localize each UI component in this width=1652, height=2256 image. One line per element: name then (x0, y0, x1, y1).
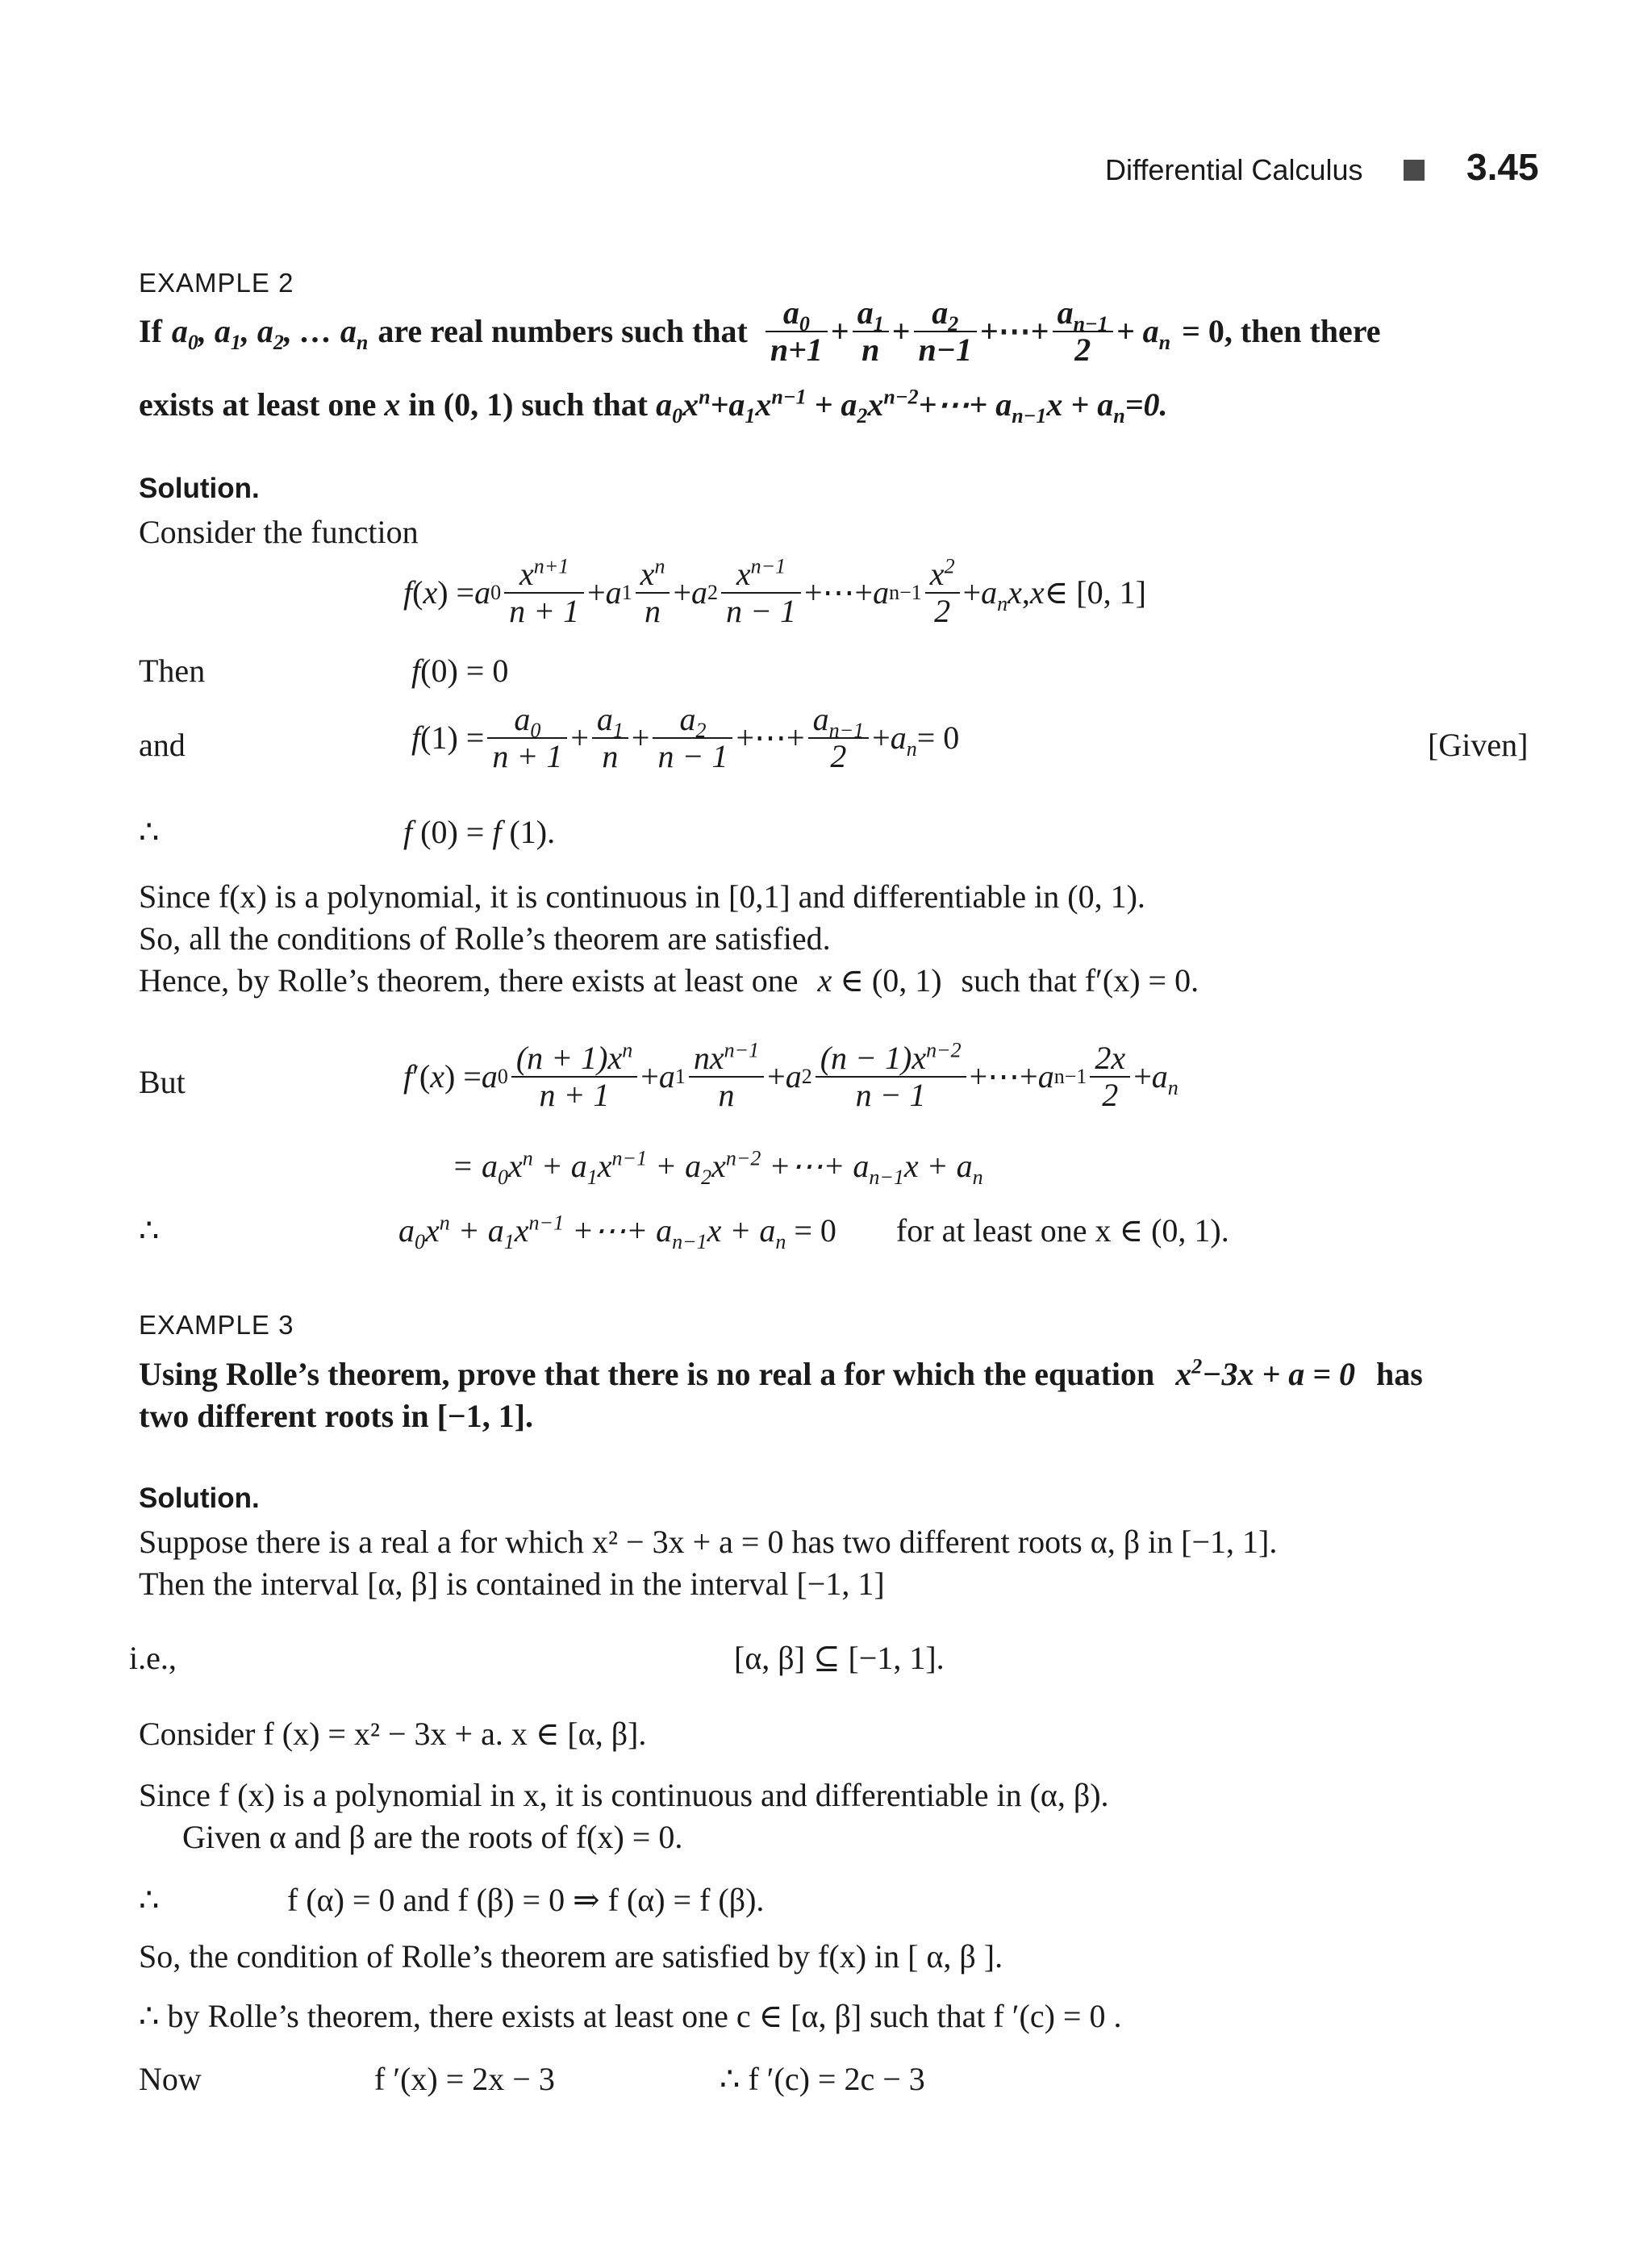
example-2-stem-line-1: If $a_0$, $a_1$, $a_2$, … $a_n$ are real numbers such that $\frac{a_0}{n+1}$ + $\frac{a_1}{n}$ + $\frac{a_2}{n-1}$ +⋯+ $\frac{a_{n-1}}{2}$ + $a_n$ = 0, then there (139, 294, 1381, 368)
consider-function-text: Consider the function (139, 514, 419, 550)
final-tail: for at least one x ∈ (0, 1). (895, 1212, 1229, 1249)
deriv-frac-2: $\frac{nx^{n-1}}{n}$ (689, 1040, 764, 1113)
running-title: Differential Calculus (1105, 153, 1363, 186)
para3-end: such that f′(x) = 0. (961, 962, 1199, 999)
therefore-symbol-2: ∴ (139, 1212, 160, 1249)
therefore-symbol-1: ∴ (139, 814, 160, 850)
example-2-stem-line-2: exists at least one x in (0, 1) such that $a_0x^n+a_1x^{n-1}$ + $a_2x^{n-2}+\cdots+ a_{n-1}x + a_n=0$. (139, 385, 1168, 427)
example-2-para-1: Since f(x) is a polynomial, it is continuous in [0,1] and differentiable in (0, 1). (139, 878, 1145, 915)
stem-frac-an1: $\frac{a_{n-1}}{2}$ (1053, 295, 1113, 368)
example-3-para-1: Suppose there is a real a for which x² − 3x + a = 0 has two different roots α, β in [−1, 1]. (139, 1524, 1278, 1560)
now-label: Now (139, 2061, 202, 2097)
example-2-para-2: So, all the conditions of Rolle’s theorem are satisfied. (139, 920, 831, 957)
example-3-para-2: Then the interval [α, β] is contained in the interval [−1, 1] (139, 1566, 885, 1602)
example-2-para-3: Hence, by Rolle’s theorem, there exists at least one x ∈ (0, 1) such that f′(x) = 0. (139, 962, 1199, 999)
given-tag: [Given] (1428, 727, 1529, 763)
example-3-para-4: Given α and β are the roots of f(x) = 0. (182, 1819, 683, 1855)
therefore-symbol-3: ∴ (139, 1882, 160, 1918)
derivative-simplified: = $a_0x^n + a_1x^{n-1} + a_2x^{n-2}$ +⋯+ $a_{n-1}x + a_n$ (452, 1146, 983, 1189)
example-3-consider: Consider f (x) = x² − 3x + a. x ∈ [α, β]. (139, 1716, 647, 1752)
example-2-solution-label: Solution. (139, 473, 260, 504)
stem-if: If (139, 313, 162, 349)
function-definition: f ( x ) = a 0 $\frac{x^{n+1}}{n + 1}$ + a 1 $\frac{x^n}{n}$ + a 2 $\frac{x^{n-1}}{n - 1}$ +⋯+ a n−1 $\frac{x^2}{2}$ + $a_nx$ , x ∈ [0, 1] (403, 554, 1146, 629)
deriv-frac-4: $\frac{2x}{2}$ (1090, 1040, 1130, 1113)
example-3-para-5: So, the condition of Rolle’s theorem are satisfied by f(x) in [ α, β ]. (139, 1938, 1003, 1975)
then-label: Then (139, 653, 206, 689)
now-expression-1: f ′(x) = 2x − 3 (374, 2061, 555, 2097)
header-square-icon (1404, 160, 1425, 181)
and-label: and (139, 727, 186, 763)
fdef-frac-1: $\frac{x^{n+1}}{n + 1}$ (504, 557, 584, 629)
example-3-therefore-line: f (α) = 0 and f (β) = 0 ⇒ f (α) = f (β). (287, 1882, 765, 1918)
now-expression-2: ∴ f ′(c) = 2c − 3 (720, 2061, 925, 2097)
example-3-label: EXAMPLE 3 (139, 1310, 294, 1340)
example-3-stem-line-1: Using Rolle’s theorem, prove that there is no real a for which the equation $x^2-3x + a = 0$ has (139, 1354, 1423, 1392)
but-label: But (139, 1064, 186, 1100)
ie-label: i.e., (129, 1640, 177, 1676)
para3-start: Hence, by Rolle’s theorem, there exists at least one (139, 962, 799, 999)
f-one: f (1) = $\frac{a_0}{n + 1}$ + $\frac{a_1}{n}$ + $\frac{a_2}{n - 1}$ +⋯+ $\frac{a_{n-1}}{2}$ + $a_n$ = 0 (411, 701, 960, 774)
stem-frac-a0: $\frac{a_0}{n+1}$ (766, 295, 828, 368)
page-number: 3.45 (1466, 146, 1539, 188)
ex3-stem-has: has (1376, 1356, 1423, 1392)
stem-frac-a1: $\frac{a_1}{n}$ (853, 295, 889, 368)
fone-frac-4: $\frac{a_{n-1}}{2}$ (808, 702, 870, 774)
stem-real-numbers-text: are real numbers such that (378, 313, 748, 349)
f0-equals-f1: f (0) = f (1). (403, 814, 556, 850)
derivative-expression: f ′( x ) = a 0 $\frac{(n + 1)x^n}{n + 1}$ + a 1 $\frac{nx^{n-1}}{n}$ + a 2 $\frac{(n - 1)x^{n-2}}{n - 1}$ +⋯+ a n−1 $\frac{2x}{2}$ + $a_n$ (403, 1038, 1179, 1113)
fone-frac-1: $\frac{a_0}{n + 1}$ (487, 702, 567, 774)
deriv-frac-1: $\frac{(n + 1)x^n}{n + 1}$ (511, 1040, 637, 1113)
example-3-para-3: Since f (x) is a polynomial in x, it is continuous and differentiable in (α, β). (139, 1777, 1109, 1813)
fone-frac-2: $\frac{a_1}{n}$ (592, 702, 628, 774)
stem-polynomial-equation: $a_0x^n+a_1x^{n-1}$ + $a_2x^{n-2}+\cdots+ a_{n-1}x + a_n=0$. (656, 385, 1168, 427)
stem-coefficients: $a_0$, $a_1$, $a_2$, … $a_n$ (171, 313, 369, 354)
fdef-frac-2: $\frac{x^n}{n}$ (636, 557, 670, 629)
fdef-frac-3: $\frac{x^{n-1}}{n - 1}$ (721, 557, 801, 629)
example-3-stem-line-2: two different roots in [−1, 1]. (139, 1398, 534, 1434)
stem-exists: exists at least one (139, 386, 377, 423)
stem-frac-a2: $\frac{a_2}{n-1}$ (914, 295, 977, 368)
deriv-frac-3: $\frac{(n - 1)x^{n-2}}{n - 1}$ (816, 1040, 966, 1113)
f-zero: f(0) = 0 (411, 653, 509, 689)
example-2-label: EXAMPLE 2 (139, 268, 294, 298)
example-3-solution-label: Solution. (139, 1482, 260, 1514)
fdef-frac-4: $\frac{x^2}{2}$ (925, 557, 960, 629)
final-conclusion: $a_0x^n + a_1x^{n-1}$ +⋯+ $a_{n-1}x + a_n = 0$ for at least one x ∈ (0, 1). (398, 1211, 1229, 1253)
ie-expression: [α, β] ⊆ [−1, 1]. (734, 1640, 945, 1676)
example-3-para-6: ∴ by Rolle’s theorem, there exists at least one c ∈ [α, β] such that f ′(c) = 0 . (139, 1998, 1122, 2034)
stem-such-that: in (0, 1) such that (408, 386, 649, 423)
ex3-stem-text: Using Rolle’s theorem, prove that there is no real a for which the equation (139, 1356, 1155, 1392)
fone-frac-3: $\frac{a_2}{n - 1}$ (653, 702, 732, 774)
stem-then-there: = 0, then there (1182, 313, 1381, 349)
